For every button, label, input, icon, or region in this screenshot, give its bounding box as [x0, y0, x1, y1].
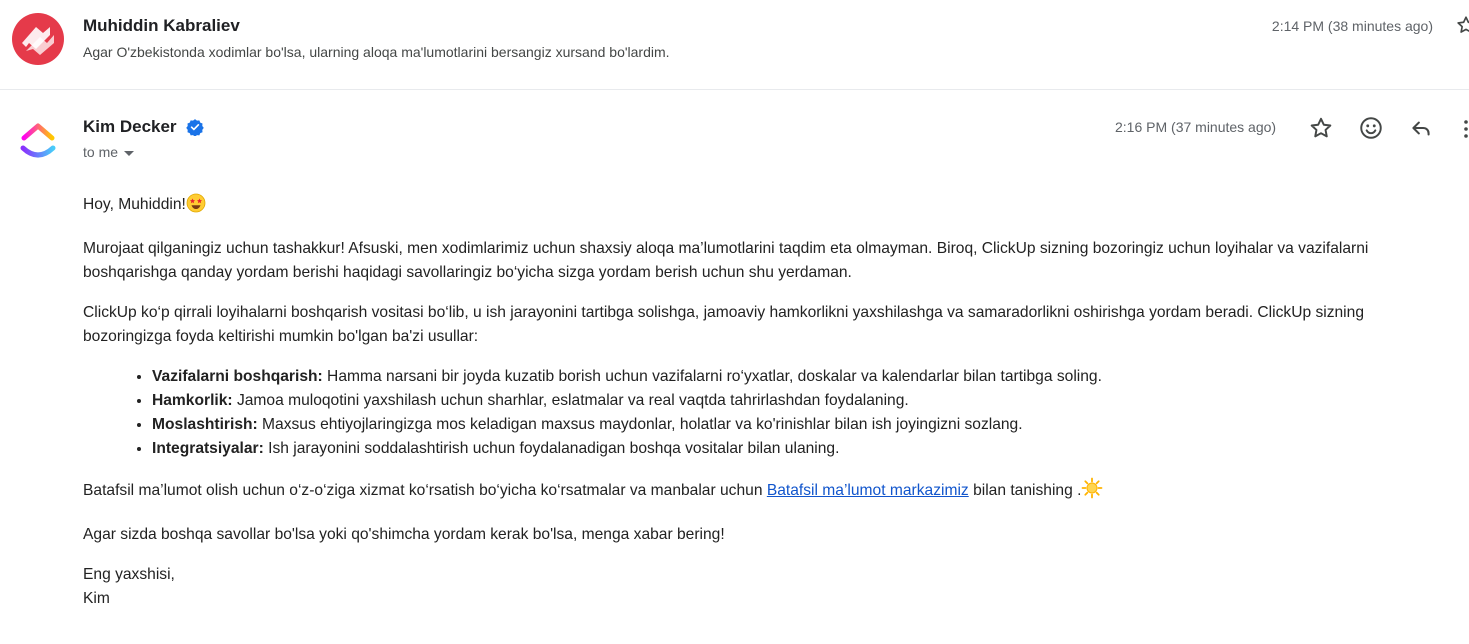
- recipient-label: to me: [83, 144, 119, 160]
- message-body: [83, 193, 1443, 611]
- message-snippet: Agar O'zbekistonda xodimlar bo'lsa, ularning aloqa ma'lumotlarini bersangiz xursand bo'lardim.: [83, 44, 670, 60]
- paragraph-help-center: [83, 477, 1443, 507]
- feature-title: Vazifalarni boshqarish:: [152, 368, 323, 385]
- feature-text: Maxsus ehtiyojlaringizga mos keladigan maxsus maydonlar, holatlar va ko'rinishlar bilan ish joyingizni sozlang.: [257, 416, 1023, 433]
- avatar-logo-icon: [12, 13, 64, 65]
- help-center-link[interactable]: Batafsil ma’lumot markazimiz: [766, 482, 969, 499]
- feature-text: Ish jarayonini soddalashtirish uchun foydalanadigan boshqa vositalar bilan ulaning.: [263, 440, 840, 457]
- signoff: Eng yaxshisi,: [83, 566, 175, 583]
- feature-title: Hamkorlik:: [152, 392, 233, 409]
- paragraph-thanks: Murojaat qilganingiz uchun tashakkur! Afsuski, men xodimlarimiz uchun shaxsiy aloqa ma’lumotlarini taqdim eta olmayman. Biroq, ClickUp sizning bozoringiz uchun loyihalar va vazifalarni boshqarishga qanday yordam berishi haqidagi savollaringiz bo‘yicha sizga yordam berish uchun shu yerdaman.: [83, 240, 1369, 281]
- message-time: 2:16 PM (37 minutes ago): [1115, 119, 1277, 135]
- feature-list: [83, 365, 1443, 461]
- verified-badge-icon: [186, 118, 204, 136]
- feature-text: Hamma narsani bir joyda kuzatib borish uchun vazifalarni ro‘yxatlar, doskalar va kalendarlar bilan tartibga soling.: [322, 368, 1102, 385]
- star-icon[interactable]: [1308, 115, 1334, 141]
- star-struck-emoji-icon: [186, 193, 206, 221]
- clickup-logo-icon[interactable]: [18, 116, 58, 166]
- sun-emoji-icon: [1081, 477, 1103, 507]
- signature-block: [83, 563, 1443, 611]
- help-center-text-after: bilan tanishing .: [968, 482, 1082, 499]
- emoji-reaction-icon[interactable]: [1358, 115, 1384, 141]
- greeting-text: Hoy, Muhiddin!: [83, 196, 186, 213]
- paragraph-intro: ClickUp ko‘p qirrali loyihalarni boshqarish vositasi bo‘lib, u ish jarayonini tartibga solishga, jamoaviy hamkorlikni yaxshilashga va samaradorlikni oshirishga yordam beradi. ClickUp sizning bozoringizga foyda keltirishi mumkin bo'lgan ba'zi usullar:: [83, 304, 1364, 345]
- collapsed-message[interactable]: [0, 0, 1469, 90]
- greeting: [83, 193, 1443, 221]
- list-item: [152, 413, 1443, 437]
- sender-name: Kim Decker: [83, 117, 177, 136]
- reply-icon[interactable]: [1408, 115, 1434, 141]
- signature-name: Kim: [83, 590, 110, 607]
- list-item: [152, 389, 1443, 413]
- feature-text: Jamoa muloqotini yaxshilash uchun sharhlar, eslatmalar va real vaqtda tahrirlashdan foydalaning.: [232, 392, 909, 409]
- list-item: [152, 437, 1443, 461]
- chevron-down-icon: [124, 151, 134, 156]
- recipient-details-toggle[interactable]: [83, 144, 134, 160]
- sender-name: Muhiddin Kabraliev: [83, 16, 240, 35]
- message-time: 2:14 PM (38 minutes ago): [1271, 18, 1433, 34]
- more-options-icon[interactable]: [1460, 118, 1469, 140]
- star-icon[interactable]: [1455, 14, 1469, 36]
- sender-avatar[interactable]: [12, 13, 64, 65]
- help-center-text-before: Batafsil ma’lumot olish uchun o‘z-o‘ziga xizmat ko‘rsatish bo‘yicha ko‘rsatmalar va manbalar uchun: [83, 482, 767, 499]
- list-item: [152, 365, 1443, 389]
- paragraph-closing: Agar sizda boshqa savollar bo'lsa yoki qo'shimcha yordam kerak bo'lsa, menga xabar bering!: [83, 526, 725, 543]
- feature-title: Integratsiyalar:: [152, 440, 264, 457]
- feature-title: Moslashtirish:: [152, 416, 258, 433]
